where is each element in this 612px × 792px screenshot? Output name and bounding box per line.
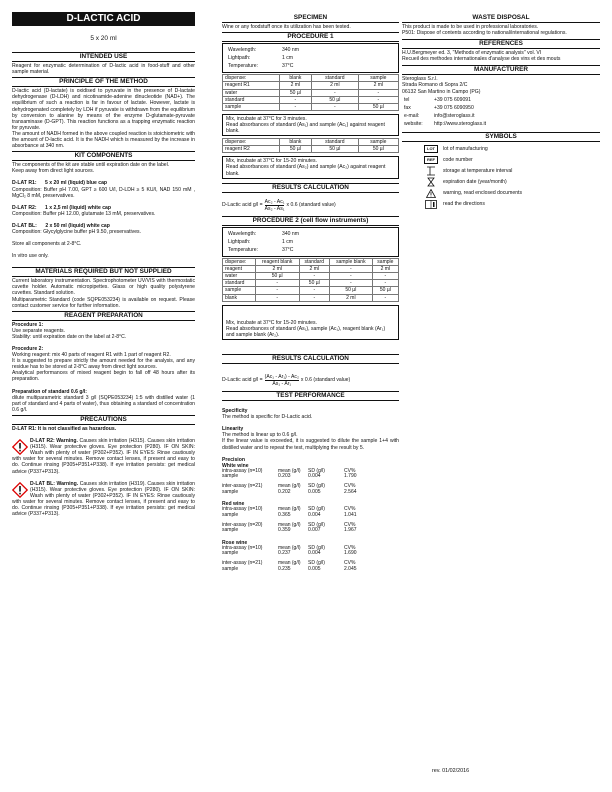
storage-text: Store all components at 2-8°C. bbox=[12, 241, 82, 248]
reference-2: Recueil des methodes internationales d'analyse des vins et des mouts bbox=[402, 56, 561, 63]
precision-cell: 0.365 bbox=[278, 511, 291, 518]
table-header-row: dispense: blank standard sample bbox=[223, 139, 399, 146]
precision-cell: SD (g/l) bbox=[308, 544, 325, 551]
manufacturer-address-2: 06132 San Martino in Campo (PG) bbox=[402, 88, 481, 95]
procedure1-step1-note: Mix, incubate at 37°C for 3 minutes. Read absorbances of standard (As₁) and sample (Ac₁) against reagent blank. bbox=[222, 114, 399, 136]
linearity-text-2: If the linear value is exceeded, it is suggested to dilute the sample 1+4 with distilled water and to repeat the test, multiplying the result by 5. bbox=[222, 438, 399, 451]
symbol-temperature: storage at temperature interval bbox=[424, 167, 600, 175]
prep-procedure2-a: Working reagent: mix 40 parts of reagent R1 with 1 part of reagent R2. bbox=[12, 352, 171, 359]
materials-heading: MATERIALS REQUIRED BUT NOT SUPPLIED bbox=[12, 267, 195, 277]
precision-cell: 0.005 bbox=[308, 565, 321, 572]
principle-heading: PRINCIPLE OF THE METHOD bbox=[12, 77, 195, 87]
table-row: reagent R2 50 µl 50 µl 50 µl bbox=[223, 146, 399, 153]
symbol-directions: read the directions bbox=[424, 200, 600, 208]
specificity-text: The method is specific for D-Lactic acid. bbox=[222, 414, 313, 421]
precision-cell: 0.004 bbox=[308, 473, 321, 480]
precision-row bbox=[222, 507, 399, 518]
precision-cell: sample bbox=[222, 511, 239, 518]
precision-cell: 1.967 bbox=[344, 527, 357, 534]
precision-group-name: Rose wine bbox=[222, 539, 248, 546]
r1-heading: D-LAT R1: 5 x 20 ml (liquid) blue cap bbox=[12, 180, 108, 187]
precision-cell: mean (g/l) bbox=[278, 559, 301, 566]
symbol-expiry: expiration date (year/month) bbox=[424, 178, 600, 186]
precision-group-name: Red wine bbox=[222, 501, 245, 508]
references-heading: REFERENCES bbox=[402, 39, 600, 49]
precision-cell: 0.235 bbox=[278, 565, 291, 572]
bl-warning-label: D-LAT BL: Warning. bbox=[30, 480, 79, 487]
procedure2-conditions: Wavelength: 340 nm Lightpath: 1 cm Temperature: 37°C bbox=[222, 227, 399, 257]
symbol-warning: warning, read enclosed documents bbox=[424, 189, 600, 197]
manufacturer-name: Steroglass S.r.l. bbox=[402, 76, 438, 83]
precision-cell: inter-assay (n=21) bbox=[222, 483, 263, 490]
table-row: water 50 µl - - bbox=[223, 89, 399, 96]
procedure1-heading: PROCEDURE 1 bbox=[222, 32, 399, 42]
ghs-exclamation-icon bbox=[12, 482, 28, 498]
linearity-heading: Linearity bbox=[222, 426, 244, 433]
precision-group-name: White wine bbox=[222, 462, 249, 469]
precision-cell: intra-assay (n=10) bbox=[222, 467, 263, 474]
table-row: reagent R1 2 ml 2 ml 2 ml bbox=[223, 82, 399, 89]
precision-cell: intra-assay (n=10) bbox=[222, 544, 263, 551]
precision-row bbox=[222, 546, 399, 557]
precision-cell: sample bbox=[222, 550, 239, 557]
table-row: sample - - 50 µl bbox=[223, 103, 399, 110]
r2-heading: D-LAT R2: 1 x 2,5 ml (liquid) white cap bbox=[12, 204, 111, 211]
reagent-prep-heading: REAGENT PREPARATION bbox=[12, 311, 195, 321]
precision-cell: sample bbox=[222, 527, 239, 534]
waste-text-1: This product is made to be used in professional laboratories. bbox=[402, 24, 539, 30]
precision-cell: inter-assay (n=21) bbox=[222, 559, 263, 566]
bl-warning-text: Causes skin irritation (H319). Causes skin irritation (H315). Wear protective gloves. Eye protection (P280). IF ON SKIN: Wash with plenty of water (P302+P352). IF IN EYES: Rinse cautiously with water for several minutes. Remove contact lenses, if present and easy to do. Continue rinsing (P305+P351+P338). If eye irritation persists: get medical advice (P337+P313). bbox=[12, 480, 195, 518]
lot-icon: LOT bbox=[424, 145, 438, 153]
prep-procedure2-b: It is suggested to prepare strictly the amount needed for the analysis, and any residue has to be stored at 2-8°C away from direct light sources. bbox=[12, 358, 195, 371]
table-header-row: dispense: blank standard sample bbox=[223, 75, 399, 82]
standard-prep-text: dilute multiparametric standard 3 g/l (SQPE053234) 1:5 with distilled water (1 part of standard and 4 parts of water), thus obtaining a standard of concentration 0.6 g/l. bbox=[12, 394, 195, 413]
in-vitro-text: In vitro use only. bbox=[12, 253, 49, 260]
precision-cell: intra-assay (n=10) bbox=[222, 506, 263, 513]
precision-cell: 0.005 bbox=[308, 488, 321, 495]
precision-cell: CV% bbox=[344, 521, 356, 528]
procedure1-conditions: Wavelength: 340 nm Lightpath: 1 cm Temperature: 37°C bbox=[222, 43, 399, 73]
precision-row bbox=[222, 469, 399, 480]
intended-use-text: Reagent for enzymatic determination of D-lactic acid in food-stuff and other sample material. bbox=[12, 63, 195, 76]
precision-cell: 0.237 bbox=[278, 550, 291, 557]
right-column bbox=[402, 12, 600, 208]
precision-cell: CV% bbox=[344, 467, 356, 474]
table-row: standard - 50 µl - bbox=[223, 96, 399, 103]
precision-cell: 0.203 bbox=[278, 473, 291, 480]
precision-cell: CV% bbox=[344, 483, 356, 490]
left-column bbox=[12, 12, 195, 517]
precision-cell: mean (g/l) bbox=[278, 521, 301, 528]
book-icon bbox=[424, 200, 438, 208]
r1-hazard-text: D-LAT R1: It is not classified as hazardous. bbox=[12, 425, 117, 432]
standard-prep-heading: Preparation of standard 0.6 g/l: bbox=[12, 388, 88, 395]
precision-cell: 0.202 bbox=[278, 488, 291, 495]
materials-text-2: Multiparametric Standard (code SQPE053234) is available on request. Please contact customer service for further information. bbox=[12, 296, 195, 309]
precision-cell: CV% bbox=[344, 544, 356, 551]
precision-cell: CV% bbox=[344, 559, 356, 566]
symbols-heading: SYMBOLS bbox=[402, 132, 600, 142]
precision-block bbox=[222, 463, 399, 578]
bl-warning-block bbox=[12, 481, 195, 518]
precision-cell: 0.004 bbox=[308, 511, 321, 518]
principle-text-1: D-lactic acid (D-lactate) is oxidised to pyruvate in the presence of D-lactate dehydrogenase (D-LDH) and nicotinamide-adenine dinucleotide (NAD+). The equilibrium of such a reaction is far in favour of lactate. However, lactate is dehydrogenated completely by LDH if pyruvate is withdrawn from the equilibrium by conversion to alanine by means of the enzyme D-glutamate-pyruvate transaminase (D-GPT). This reaction functions as a trapping enzymatic reaction for pyruvate. bbox=[12, 88, 195, 131]
performance-heading: TEST PERFORMANCE bbox=[222, 391, 399, 401]
precision-cell: SD (g/l) bbox=[308, 483, 325, 490]
procedure1-table-2 bbox=[222, 138, 399, 153]
r1-composition: Composition: Buffer pH 7.00, GPT ≥ 600 U/l, D-LDH ≥ 5 KU/l, NAD 150 mM , MgCl₂ 8 mM, preservatives. bbox=[12, 186, 195, 199]
precision-cell: SD (g/l) bbox=[308, 559, 325, 566]
precision-cell: mean (g/l) bbox=[278, 506, 301, 513]
r2-warning-label: D-LAT R2: Warning. bbox=[30, 438, 78, 445]
ghs-exclamation-icon bbox=[12, 439, 28, 455]
table-row: blank - - 2 ml - bbox=[223, 294, 399, 301]
procedure2-table bbox=[222, 258, 399, 302]
calc1-heading: RESULTS CALCULATION bbox=[222, 183, 399, 193]
r2-composition: Composition: Buffer pH 12.00, glutamate 13 mM, preservatives. bbox=[12, 210, 156, 217]
table-row: standard - 50 µl - - bbox=[223, 280, 399, 287]
precision-row bbox=[222, 561, 399, 572]
procedure1-step2-note: Mix, incubate at 37°C for 15-20 minutes. Read absorbances of standard (As₂) and sample (Ac₂) against reagent blank. bbox=[222, 156, 399, 178]
precision-cell: sample bbox=[222, 488, 239, 495]
precision-cell: mean (g/l) bbox=[278, 483, 301, 490]
revision-label: rev. 01/02/2016 bbox=[432, 768, 470, 774]
precision-cell: SD (g/l) bbox=[308, 506, 325, 513]
precision-cell: 1.790 bbox=[344, 473, 357, 480]
precision-row bbox=[222, 523, 399, 534]
bl-heading: D-LAT BL: 2 x 50 ml (liquid) white cap bbox=[12, 222, 110, 229]
prep-procedure1-heading: Procedure 1: bbox=[12, 321, 44, 328]
reference-1: H.U.Bergmeyer ed. 3, "Methods of enzymatic analysis" vol. VI bbox=[402, 50, 542, 57]
precision-cell: inter-assay (n=20) bbox=[222, 521, 263, 528]
specificity-heading: Specificity bbox=[222, 408, 248, 415]
precision-cell: 0.004 bbox=[308, 550, 321, 557]
prep-procedure1-a: Use separate reagents. bbox=[12, 327, 65, 334]
product-title: D-LACTIC ACID bbox=[12, 12, 195, 26]
precision-cell: sample bbox=[222, 565, 239, 572]
precision-cell: mean (g/l) bbox=[278, 544, 301, 551]
specimen-text: Wine or any foodstuff once its utilization has been tested. bbox=[222, 24, 351, 30]
waste-heading: WASTE DISPOSAL bbox=[402, 14, 600, 23]
specimen-heading: SPECIMEN bbox=[222, 14, 399, 23]
precautions-heading: PRECAUTIONS bbox=[12, 415, 195, 425]
hourglass-icon bbox=[424, 178, 438, 186]
prep-procedure2-c: Analytical performances of mixed reagent begin to fall off 48 hours after its preparation. bbox=[12, 370, 195, 383]
calc2-heading: RESULTS CALCULATION bbox=[222, 354, 399, 364]
table-row: reagent 2 ml 2 ml - 2 ml bbox=[223, 266, 399, 273]
symbol-ref: REF code number bbox=[424, 156, 600, 164]
manufacturer-contacts: tel +39 075 609091 fax +39 075 6090950 e-mail: info@steroglass.it website: http://www.steroglass.it bbox=[404, 96, 487, 127]
calc2-formula: D-Lactic acid g/l = $\frac{\text{(Ac₁ - Ar₁) - Ac₂}}{\text{As₁ - Ar₁}}$ x 0.6 (standard value) bbox=[222, 373, 351, 387]
r2-warning-block bbox=[12, 438, 195, 475]
procedure1-table bbox=[222, 74, 399, 110]
principle-text-2: The amount of NADH formed in the above coupled reaction is stoichiometric with the amount of D-lactic acid. It is the NADH which is measured by the increase in absorbance at 340 nm. bbox=[12, 130, 195, 150]
precision-cell: SD (g/l) bbox=[308, 467, 325, 474]
precision-row bbox=[222, 484, 399, 495]
pack-size: 5 x 20 ml bbox=[90, 35, 117, 42]
table-row: sample - - 50 µl 50 µl bbox=[223, 287, 399, 294]
precision-cell: CV% bbox=[344, 506, 356, 513]
r2-warning-text: Causes skin irritation (H315). Causes skin irritation (H315). Wear protective gloves. Eye protection (P280). IF ON SKIN: Wash with plenty of water (P302+P352). IF IN EYES: Rinse cautiously with water for several minutes. Remove contact lenses, if present and easy to do. Continue rinsing (P305+P351+P338). If eye irritation persists: get medical advice (P337+P313). bbox=[12, 438, 195, 475]
precision-cell: 2.045 bbox=[344, 565, 357, 572]
temperature-limit-icon bbox=[424, 167, 438, 175]
ref-icon: REF bbox=[424, 156, 438, 164]
procedure2-note: Mix, incubate at 37°C for 15-20 minutes. Read absorbances of standard (As₁), sample (Ac₁), reagent blank (Ar₁) and sample blank (Ar₂). bbox=[222, 305, 399, 340]
precision-cell: 1.690 bbox=[344, 550, 357, 557]
kit-stability-text: The components of the kit are stable until expiration date on the label. bbox=[12, 162, 170, 169]
manufacturer-address-1: Strada Romano di Sopra 2/C bbox=[402, 82, 468, 89]
table-row: water 50 µl - - - bbox=[223, 273, 399, 280]
kit-light-text: Keep away from direct light sources. bbox=[12, 168, 95, 175]
precision-cell: SD (g/l) bbox=[308, 521, 325, 528]
waste-text-2: P501: Dispose of contents according to national/international regulations. bbox=[402, 30, 567, 37]
precision-cell: 1.041 bbox=[344, 511, 357, 518]
prep-procedure1-b: Stability: until expiration date on the label at 2-8°C. bbox=[12, 333, 127, 340]
precision-heading: Precision bbox=[222, 456, 245, 463]
table-header-row: dispense: reagent blank standard sample blank sample bbox=[223, 259, 399, 266]
materials-text-1: Current laboratory instrumentation. Spectrophotometer UV/VIS with thermostatic cuvette holder. Automatic micropipettes. Glass or high quality polystyrene cuvettes. Standard solution. bbox=[12, 278, 195, 297]
middle-column bbox=[222, 12, 399, 578]
precision-cell: sample bbox=[222, 473, 239, 480]
precision-cell: mean (g/l) bbox=[278, 467, 301, 474]
symbol-lot: LOT lot of manufacturing bbox=[424, 145, 600, 153]
precision-cell: 0.007 bbox=[308, 527, 321, 534]
linearity-text-1: The method is linear up to 0.6 g/l. bbox=[222, 432, 298, 439]
bl-composition: Composition: Glycylglycine buffer pH 9.50, preservatives. bbox=[12, 228, 142, 235]
intended-use-heading: INTENDED USE bbox=[12, 52, 195, 62]
procedure2-heading: PROCEDURE 2 (cell flow instruments) bbox=[222, 216, 399, 226]
calc1-formula: D-Lactic acid g/l = $\frac{\text{Ac₂ - Ac₁}}{\text{As₂ - As₁}}$ x 0.6 (standard value) bbox=[222, 198, 336, 212]
caution-icon bbox=[424, 189, 438, 197]
kit-components-heading: KIT COMPONENTS bbox=[12, 151, 195, 161]
precision-cell: 2.564 bbox=[344, 488, 357, 495]
manufacturer-heading: MANUFACTURER bbox=[402, 65, 600, 75]
prep-procedure2-heading: Procedure 2: bbox=[12, 346, 44, 352]
precision-cell: 0.359 bbox=[278, 527, 291, 534]
